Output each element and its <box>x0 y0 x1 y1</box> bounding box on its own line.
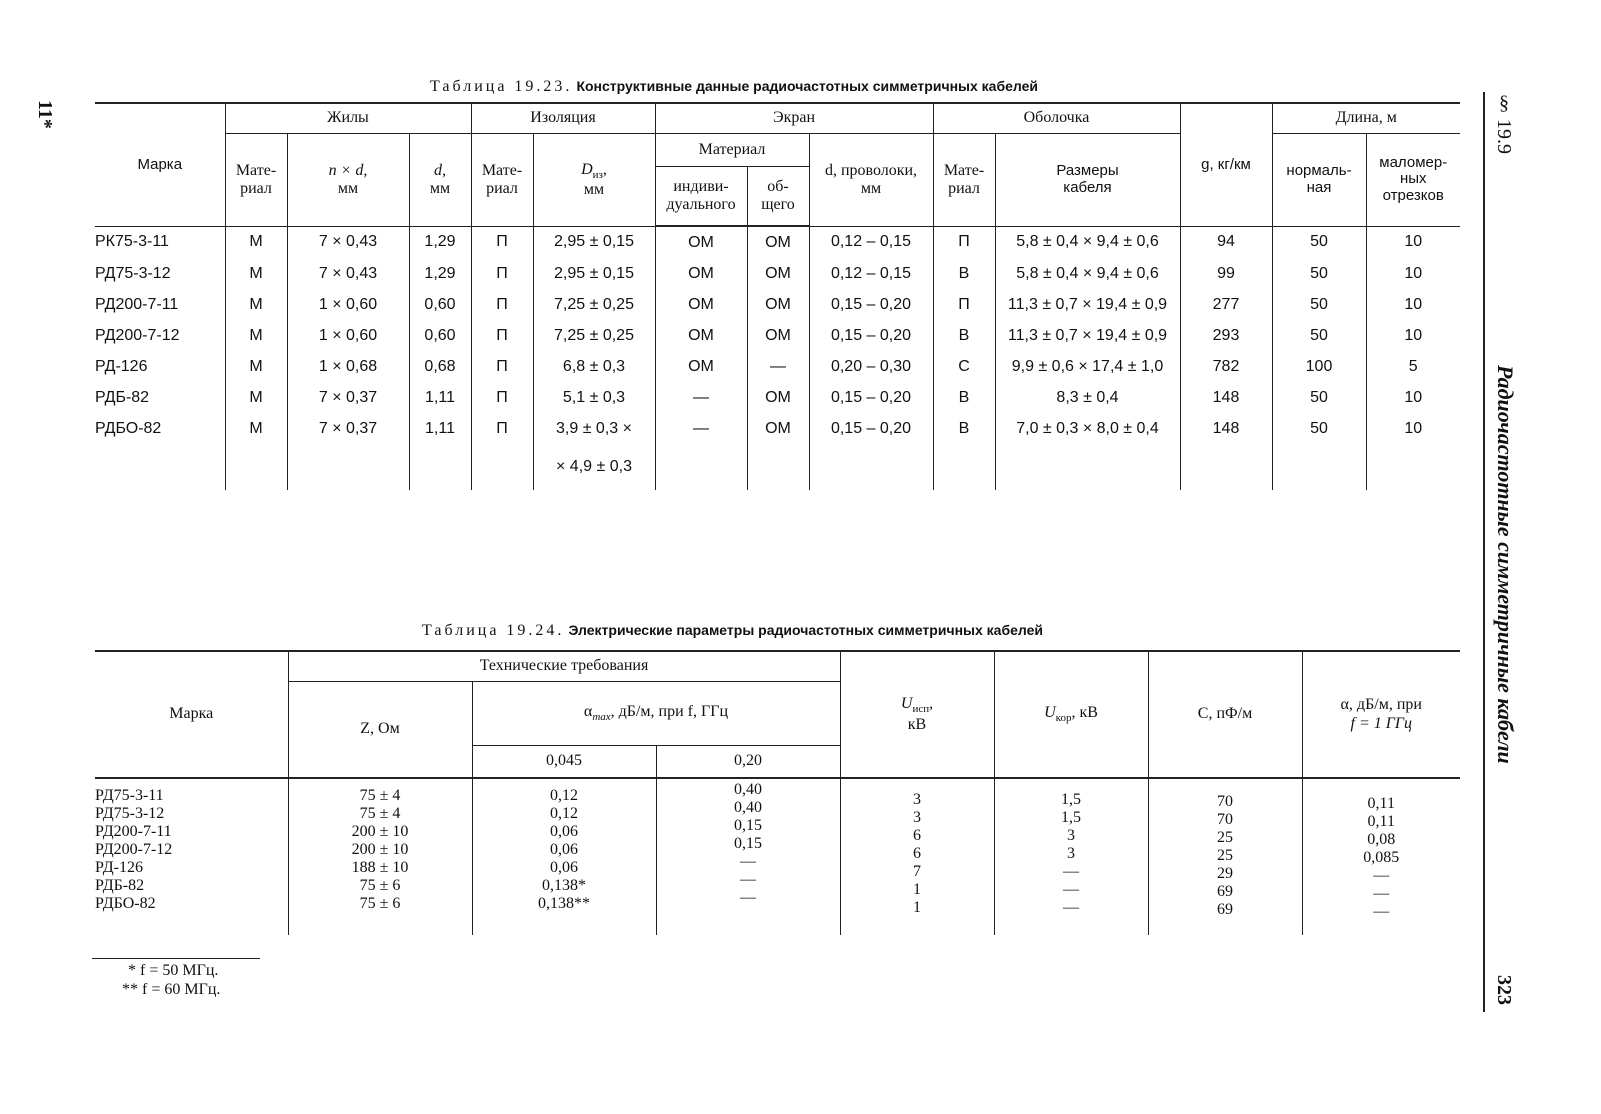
table-cell: 0,15 – 0,20 <box>809 413 933 444</box>
table-cell: 10 <box>1366 320 1460 351</box>
cell-value: 1 <box>913 881 921 898</box>
table-cell <box>995 444 1180 490</box>
cell-value: 70 <box>1217 793 1233 810</box>
table-cell: — <box>655 382 747 413</box>
table-cell: 277 <box>1180 289 1272 320</box>
footnote-1: * f = 50 МГц. <box>128 962 219 979</box>
table-cell: 0,15 – 0,20 <box>809 382 933 413</box>
cell-value: 25 <box>1217 829 1233 846</box>
table-cell: П <box>471 382 533 413</box>
t2-header-u-kor: $U_{кор}$, кВ <box>994 651 1148 778</box>
table2-title: Электрические параметры радиочастотных симметричных кабелей <box>568 622 1043 638</box>
table-cell: ОМ <box>655 351 747 382</box>
table-cell: 50 <box>1272 226 1366 258</box>
table-cell: П <box>471 320 533 351</box>
table-cell <box>225 444 287 490</box>
cell-value: 1,5 <box>1061 809 1081 826</box>
table-cell: П <box>933 226 995 258</box>
t2-header-marka: Марка <box>95 651 288 778</box>
table-cell: 1,11 <box>409 413 471 444</box>
t1-header-d-prov: d, проволоки, мм <box>809 133 933 226</box>
table-row <box>95 258 1460 289</box>
cell-value: РД200-7-11 <box>95 823 172 840</box>
t1-header-malomer: маломер- ных отрезков <box>1366 133 1460 226</box>
t1-header-d: d, мм <box>409 133 471 226</box>
cell-value: — <box>1063 881 1079 898</box>
table-cell: 11,3 ± 0,7 × 19,4 ± 0,9 <box>995 320 1180 351</box>
table2-label: Таблица 19.24. <box>422 622 565 639</box>
table-cell: 0,15 – 0,20 <box>809 320 933 351</box>
table2-caption <box>422 622 1043 640</box>
table-cell: 7 × 0,37 <box>287 413 409 444</box>
cell-value: 75 ± 4 <box>359 787 401 804</box>
cell-value: 0,15 <box>734 835 762 852</box>
table-cell: × 4,9 ± 0,3 <box>533 444 655 490</box>
table-cell <box>809 444 933 490</box>
cell-value: 6 <box>913 845 921 862</box>
cell-value: 1,5 <box>1061 791 1081 808</box>
table-row <box>95 413 1460 444</box>
table-row <box>95 320 1460 351</box>
cell-value: 0,11 <box>1367 813 1395 830</box>
t2-header-c: C, пФ/м <box>1148 651 1302 778</box>
table-cell: М <box>225 320 287 351</box>
table-cell: 94 <box>1180 226 1272 258</box>
cell-value: — <box>1373 885 1390 902</box>
table-row <box>95 289 1460 320</box>
table-cell: П <box>471 413 533 444</box>
table-cell: 50 <box>1272 289 1366 320</box>
t2-header-u-isp: $U_{исп}$, кВ <box>840 651 994 778</box>
t1-header-ekran-material: Материал <box>655 133 809 166</box>
table-row <box>95 382 1460 413</box>
table-cell: В <box>933 382 995 413</box>
t1-header-diz: $D_{из}$, мм <box>533 133 655 226</box>
table-cell: М <box>225 258 287 289</box>
table-cell: — <box>655 413 747 444</box>
t2-col-alpha-020 <box>656 778 840 935</box>
table-cell: С <box>933 351 995 382</box>
side-section: § 19.9 <box>1493 92 1515 154</box>
table-cell: 50 <box>1272 382 1366 413</box>
table-cell: 1,29 <box>409 258 471 289</box>
table-row <box>95 444 1460 490</box>
table-cell: М <box>225 382 287 413</box>
table-cell: М <box>225 413 287 444</box>
t1-header-obsh: об- щего <box>747 166 809 226</box>
table-cell: 0,20 – 0,30 <box>809 351 933 382</box>
cell-value: 69 <box>1217 901 1233 918</box>
table-cell: 7 × 0,43 <box>287 258 409 289</box>
cell-value: РД75-3-12 <box>95 805 165 822</box>
table-cell: ОМ <box>747 413 809 444</box>
table-cell: РД-126 <box>95 357 148 375</box>
cell-value: РД75-3-11 <box>95 787 164 804</box>
table-cell: М <box>225 226 287 258</box>
table-cell: 10 <box>1366 258 1460 289</box>
table-cell: 5 <box>1366 351 1460 382</box>
table-cell: 9,9 ± 0,6 × 17,4 ± 1,0 <box>995 351 1180 382</box>
table-cell: 7 × 0,37 <box>287 382 409 413</box>
t1-header-ob-material: Мате- риал <box>933 133 995 226</box>
table-cell: 0,68 <box>409 351 471 382</box>
cell-value: РД-126 <box>95 859 143 876</box>
cell-value: 29 <box>1217 865 1233 882</box>
t1-header-dlina: Длина, м <box>1272 103 1460 133</box>
t1-header-obolochka: Оболочка <box>933 103 1180 133</box>
table2-electrical-params <box>95 650 1460 935</box>
table-cell: М <box>225 351 287 382</box>
table-cell: 7 × 0,43 <box>287 226 409 258</box>
table-cell: — <box>747 351 809 382</box>
t2-header-f1: 0,045 <box>472 745 656 778</box>
cell-value: 69 <box>1217 883 1233 900</box>
table-cell: 0,12 – 0,15 <box>809 258 933 289</box>
table-cell: 8,3 ± 0,4 <box>995 382 1180 413</box>
table-cell: 1 × 0,60 <box>287 289 409 320</box>
page-mark: 11* <box>34 100 56 129</box>
t2-col-u-kor <box>994 778 1148 935</box>
table-cell: ОМ <box>655 320 747 351</box>
table-cell <box>933 444 995 490</box>
table-cell: 2,95 ± 0,15 <box>533 258 655 289</box>
t2-header-tech: Технические требования <box>288 651 840 681</box>
table-cell: РК75-3-11 <box>95 233 169 251</box>
table-cell: 6,8 ± 0,3 <box>533 351 655 382</box>
t2-header-alpha: α, дБ/м, при f = 1 ГГц <box>1302 651 1460 778</box>
cell-value: РДБО-82 <box>95 895 156 912</box>
cell-value: 0,08 <box>1367 831 1396 848</box>
table-cell: 10 <box>1366 413 1460 444</box>
t1-header-normal: нормаль- ная <box>1272 133 1366 226</box>
t2-header-z: Z, Ом <box>288 681 472 778</box>
table-cell: 10 <box>1366 289 1460 320</box>
cell-value: 0,06 <box>550 859 578 876</box>
cell-value: РД200-7-12 <box>95 841 173 858</box>
cell-value: 0,138** <box>538 895 590 912</box>
cell-value: 75 ± 6 <box>359 895 401 912</box>
table1-title: Конструктивные данные радиочастотных симметричных кабелей <box>576 78 1038 94</box>
t1-header-ekran: Экран <box>655 103 933 133</box>
side-divider <box>1483 92 1485 1012</box>
cell-value: 7 <box>913 863 921 880</box>
table-cell <box>655 444 747 490</box>
cell-value: 75 ± 4 <box>359 805 401 822</box>
cell-value: 200 ± 10 <box>351 841 409 858</box>
cell-value: — <box>1373 867 1390 884</box>
table-cell: РДБО-82 <box>95 419 162 437</box>
cell-value: — <box>740 853 756 870</box>
table-cell <box>95 444 225 490</box>
table-cell: ОМ <box>655 289 747 320</box>
t2-col-c <box>1148 778 1302 935</box>
table-cell: В <box>933 413 995 444</box>
table-cell: 293 <box>1180 320 1272 351</box>
cell-value: 3 <box>913 809 921 826</box>
cell-value: 25 <box>1217 847 1233 864</box>
cell-value: РДБ-82 <box>95 877 145 894</box>
cell-value: 75 ± 6 <box>359 877 401 894</box>
table-cell <box>1366 444 1460 490</box>
table-cell: 10 <box>1366 226 1460 258</box>
table-cell: 99 <box>1180 258 1272 289</box>
table-cell: П <box>471 226 533 258</box>
cell-value: 0,12 <box>550 787 578 804</box>
cell-value: — <box>1063 899 1079 916</box>
table-cell: П <box>471 351 533 382</box>
table-cell: 7,25 ± 0,25 <box>533 289 655 320</box>
table-cell: 7,25 ± 0,25 <box>533 320 655 351</box>
cell-value: 188 ± 10 <box>351 859 409 876</box>
table-cell: ОМ <box>747 258 809 289</box>
side-title: Радиочастотные симметричные кабели <box>1493 365 1518 764</box>
table-cell: П <box>471 258 533 289</box>
table1-label: Таблица 19.23. <box>430 78 573 95</box>
table-cell: В <box>933 258 995 289</box>
table-cell: 0,12 – 0,15 <box>809 226 933 258</box>
t1-header-marka: Марка <box>95 103 225 226</box>
footnote-2: ** f = 60 МГц. <box>122 981 221 998</box>
table-cell: 148 <box>1180 413 1272 444</box>
cell-value: 0,12 <box>550 805 578 822</box>
table-cell: 5,1 ± 0,3 <box>533 382 655 413</box>
table-cell: П <box>471 289 533 320</box>
table-cell <box>1180 444 1272 490</box>
table-cell: 50 <box>1272 413 1366 444</box>
t1-header-g: g, кг/км <box>1180 103 1272 226</box>
table-cell: ОМ <box>747 289 809 320</box>
t1-header-individ: индиви- дуального <box>655 166 747 226</box>
t1-body <box>95 226 1460 490</box>
cell-value: 3 <box>1067 827 1075 844</box>
table-cell: ОМ <box>655 226 747 258</box>
table-cell: В <box>933 320 995 351</box>
table-cell: 148 <box>1180 382 1272 413</box>
table-cell: 1 × 0,60 <box>287 320 409 351</box>
table-cell <box>471 444 533 490</box>
table-cell <box>747 444 809 490</box>
t1-header-iz-material: Мате- риал <box>471 133 533 226</box>
cell-value: 0,11 <box>1367 795 1395 812</box>
table-cell: ОМ <box>655 258 747 289</box>
cell-value: 0,15 <box>734 817 762 834</box>
cell-value: 0,138* <box>542 877 586 894</box>
table-cell: ОМ <box>747 382 809 413</box>
cell-value: — <box>1063 863 1079 880</box>
table-cell: 7,0 ± 0,3 × 8,0 ± 0,4 <box>995 413 1180 444</box>
table-cell <box>1272 444 1366 490</box>
table-cell: 0,15 – 0,20 <box>809 289 933 320</box>
cell-value: 3 <box>1067 845 1075 862</box>
cell-value: 200 ± 10 <box>351 823 409 840</box>
footnote-divider <box>92 958 260 959</box>
cell-value: 1 <box>913 899 921 916</box>
t2-col-alpha <box>1302 778 1460 935</box>
cell-value: 3 <box>913 791 921 808</box>
table-cell <box>409 444 471 490</box>
table1-caption <box>430 78 1038 96</box>
t1-header-nxd: n × d, мм <box>287 133 409 226</box>
table-cell: 50 <box>1272 258 1366 289</box>
table-cell: 0,60 <box>409 320 471 351</box>
table-cell: РД200-7-12 <box>95 326 180 344</box>
cell-value: 0,085 <box>1363 849 1400 866</box>
table-cell: 11,3 ± 0,7 × 19,4 ± 0,9 <box>995 289 1180 320</box>
cell-value: — <box>740 871 756 888</box>
t1-header-zhily: Жилы <box>225 103 471 133</box>
table-cell: 2,95 ± 0,15 <box>533 226 655 258</box>
page-number: 323 <box>1493 975 1515 1005</box>
table-cell: РДБ-82 <box>95 388 150 406</box>
table-row <box>95 226 1460 258</box>
t2-header-alpha-max: $\alpha_{max}$, дБ/м, при f, ГГц <box>472 681 840 745</box>
t2-col-u-isp <box>840 778 994 935</box>
table-cell: ОМ <box>747 226 809 258</box>
table-cell: 1,29 <box>409 226 471 258</box>
cell-value: 6 <box>913 827 921 844</box>
table-cell: 10 <box>1366 382 1460 413</box>
t2-col-marka <box>95 778 288 935</box>
table-cell: 1 × 0,68 <box>287 351 409 382</box>
table-cell: РД75-3-12 <box>95 264 171 282</box>
table-cell: 5,8 ± 0,4 × 9,4 ± 0,6 <box>995 226 1180 258</box>
t2-col-z <box>288 778 472 935</box>
cell-value: 0,40 <box>734 799 762 816</box>
cell-value: 70 <box>1217 811 1233 828</box>
t2-col-alpha-045 <box>472 778 656 935</box>
table-cell: 3,9 ± 0,3 × <box>533 413 655 444</box>
table-cell: М <box>225 289 287 320</box>
table-cell <box>287 444 409 490</box>
t2-header-f2: 0,20 <box>656 745 840 778</box>
table-cell: 50 <box>1272 320 1366 351</box>
table-row <box>95 351 1460 382</box>
t1-header-razmery: Размеры кабеля <box>995 133 1180 226</box>
table-cell: 782 <box>1180 351 1272 382</box>
cell-value: 0,40 <box>734 781 762 798</box>
cell-value: 0,06 <box>550 823 578 840</box>
cell-value: — <box>1373 903 1390 920</box>
cell-value: 0,06 <box>550 841 578 858</box>
table-cell: 100 <box>1272 351 1366 382</box>
table-cell: РД200-7-11 <box>95 295 179 313</box>
t1-header-zh-material: Мате- риал <box>225 133 287 226</box>
table-cell: ОМ <box>747 320 809 351</box>
table-cell: П <box>933 289 995 320</box>
table-cell: 0,60 <box>409 289 471 320</box>
table-cell: 5,8 ± 0,4 × 9,4 ± 0,6 <box>995 258 1180 289</box>
t1-header-izolyaciya: Изоляция <box>471 103 655 133</box>
table-cell: 1,11 <box>409 382 471 413</box>
cell-value: — <box>740 889 756 906</box>
table1-construction-data <box>95 102 1460 490</box>
